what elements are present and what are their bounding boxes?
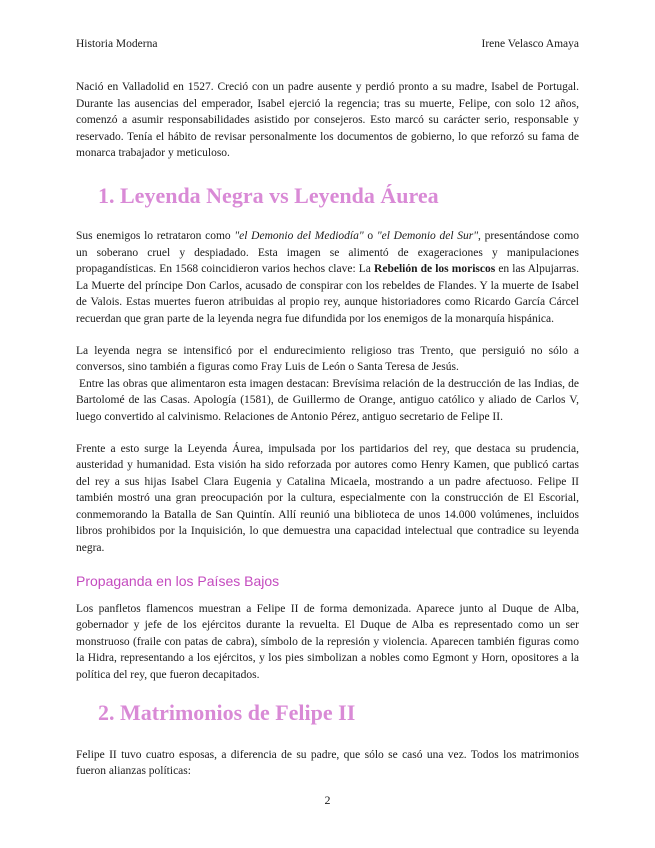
- section-2-paragraph-1: Felipe II tuvo cuatro esposas, a diferencia de su padre, que sólo se casó una vez. Todos los matrimonios fueron alianzas políticas:: [76, 748, 579, 778]
- quote-demonio-sur: "el Demonio del Sur": [376, 229, 479, 242]
- subsection-heading: Propaganda en los Países Bajos: [76, 572, 280, 589]
- header-author-name: Irene Velasco Amaya: [481, 38, 579, 50]
- subsection-paragraph-1: Los panfletos flamencos muestran a Felipe II de forma demonizada. Aparece junto al Duque de Alba, gobernador y jefe de los ejércitos durante la revuelta. El Duque de Alba es representado como un ser monstruoso (fraile con patas de cabra), símbolo de la represión y violencia. Aparecen también figuras como la Hidra, representando a los ejércitos, y los pies simbolizan a nobles como Egmont y Horn, opositores a la política del rey, que fueron decapitados.: [76, 602, 579, 682]
- section-1-paragraph-2a: La leyenda negra se intensificó por el endurecimiento religioso tras Trento, que persiguió no sólo a conversos, sino también a figuras como Fray Luis de León o Santa Teresa de Jesús.: [76, 344, 579, 374]
- bold-rebelion-moriscos: Rebelión de los moriscos: [374, 263, 496, 276]
- text-span: o: [363, 229, 377, 242]
- section-1-heading: 1. Leyenda Negra vs Leyenda Áurea: [98, 182, 439, 208]
- section-1-paragraph-3: Frente a esto surge la Leyenda Áurea, impulsada por los partidarios del rey, que destaca su prudencia, austeridad y humanidad. Esta visión ha sido reforzada por autores como Henry Kamen, que publicó cartas del rey a sus hijas Isabel Clara Eugenia y Catalina Micaela, mostrando a un padre afectuoso. Felipe II también mostró una gran preocupación por la cultura, especialmente con la construcción de El Escorial, conmemorando la Batalla de San Quintín. Allí reunió una biblioteca de unos 14.000 volúmenes, incluidos libros prohibidos por la Inquisición, lo que demuestra una capacidad intelectual que contradice su leyenda negra.: [76, 442, 579, 555]
- section-1-paragraph-1: [76, 228, 579, 328]
- text-span: en las Alpujarras. La Muerte del príncipe Don Carlos, acusado de conspirar con los rebeldes de Flandes. Y la muerte de Isabel de Valois. Estas muertes fueron atribuidas al propio rey, aunque historiadores como Ricardo García Cárcel recuerdan que gran parte de la leyenda negra fue difundida por los enemigos de la monarquía hispánica.: [76, 263, 579, 325]
- quote-demonio-mediodia: "el Demonio del Mediodía": [234, 229, 364, 242]
- page-number: 2: [324, 793, 331, 807]
- header-course-title: Historia Moderna: [76, 38, 158, 50]
- document-body: [76, 79, 579, 780]
- text-span: , presentándose como un soberano cruel y despiadado. Esta imagen se alimentó de exageraciones y manipulaciones propagandísticas. En 1568 coincidieron varios hechos clave: La: [76, 229, 579, 276]
- intro-paragraph: Nació en Valladolid en 1527. Creció con un padre ausente y perdió pronto a su madre, Isabel de Portugal. Durante las ausencias del emperador, Isabel ejerció la regencia; tras su muerte, Felipe, con solo 12 años, comenzó a asumir responsabilidades asistido por consejeros. Esto marcó su carácter serio, responsable y reservado. Tenía el hábito de revisar personalmente los documentos de gobierno, lo que reforzó su fama de monarca trabajador y meticuloso.: [76, 81, 579, 160]
- text-span: Sus enemigos lo retrataron como: [76, 229, 235, 242]
- section-1-paragraph-2b: Entre las obras que alimentaron esta imagen destacan: Brevísima relación de la destrucción de las Indias, de Bartolomé de las Casas. Apología (1581), de Guillermo de Orange, antiguo católico y aliado de Carlos V, luego convertido al calvinismo. Relaciones de Antonio Pérez, antiguo secretario de Felipe II.: [76, 377, 579, 423]
- section-2-heading: 2. Matrimonios de Felipe II: [98, 699, 356, 725]
